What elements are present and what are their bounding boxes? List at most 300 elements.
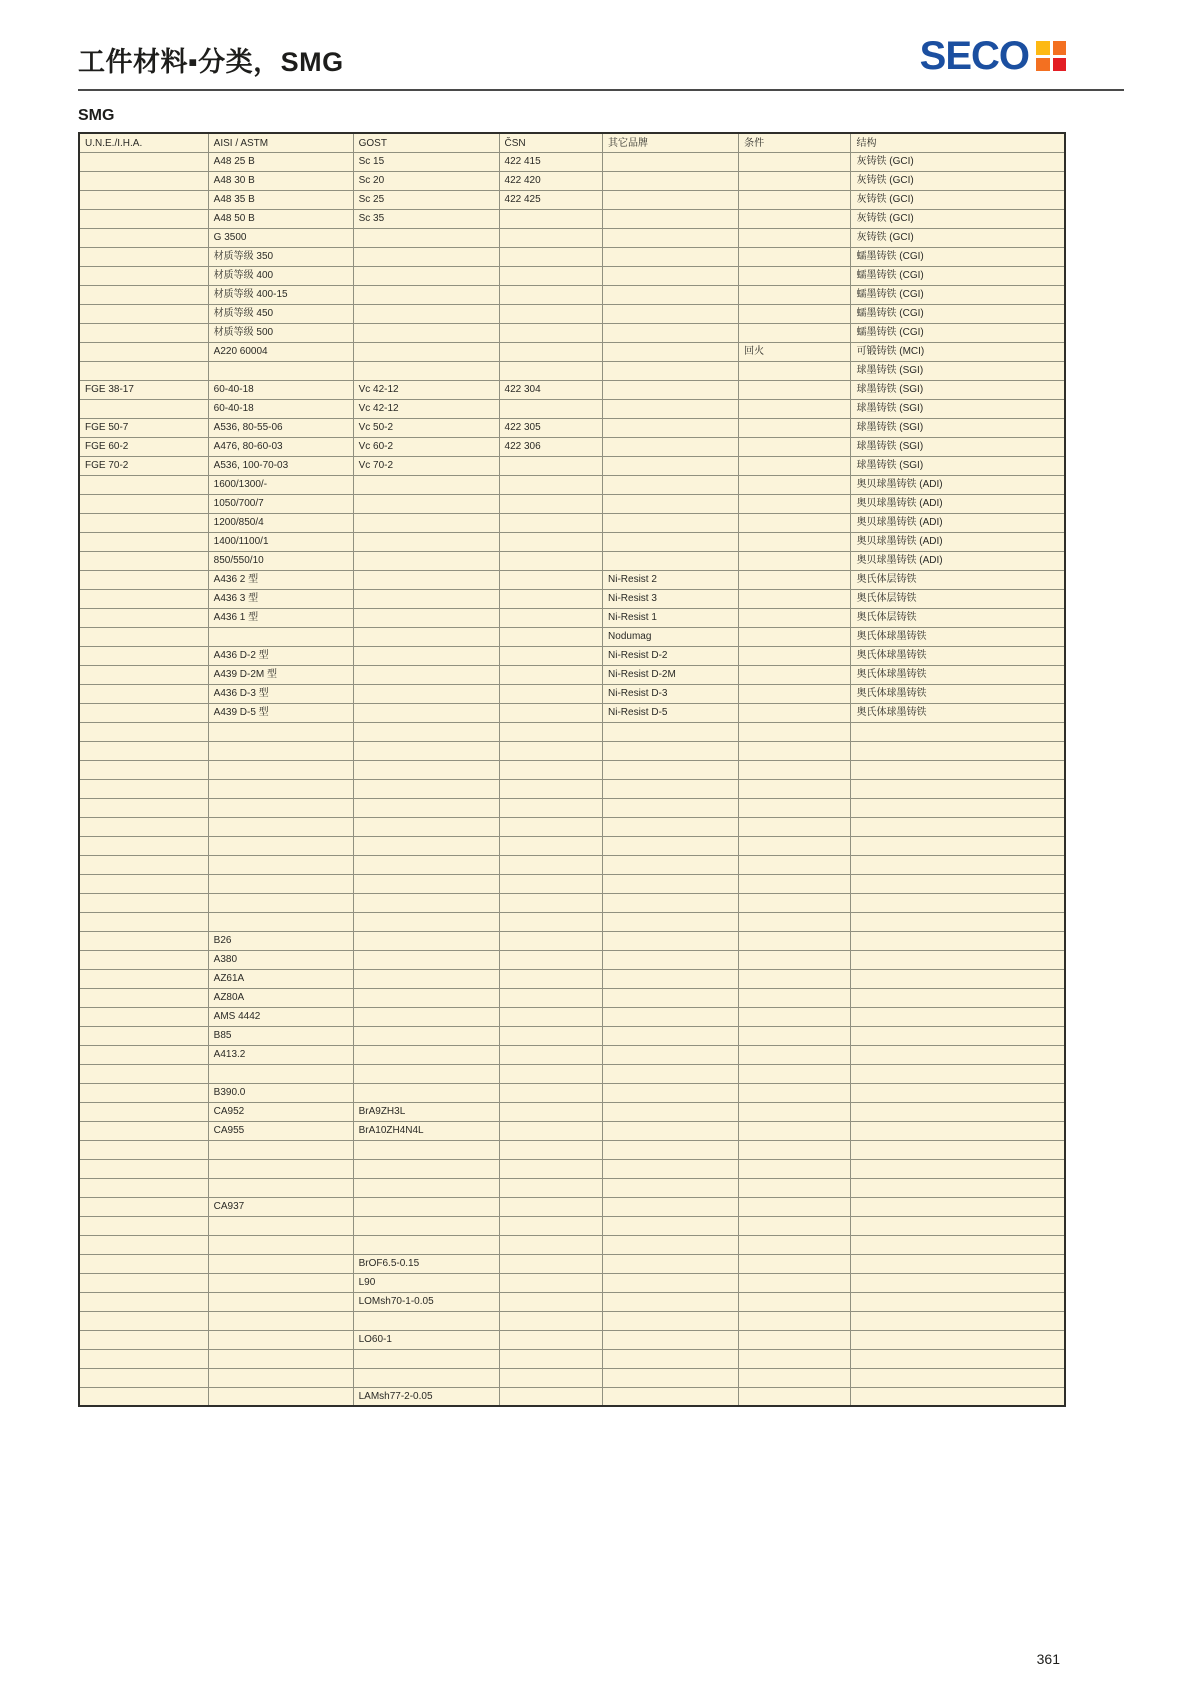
table-cell: 回火 [739, 342, 851, 361]
table-cell: 蠕墨铸铁 (CGI) [851, 285, 1065, 304]
table-cell: 蠕墨铸铁 (CGI) [851, 266, 1065, 285]
table-row [79, 1254, 1065, 1273]
table-cell: Ni-Resist D-3 [603, 684, 739, 703]
table-row [79, 399, 1065, 418]
table-row [79, 418, 1065, 437]
table-cell [79, 1045, 208, 1064]
table-cell [79, 1178, 208, 1197]
table-row [79, 152, 1065, 171]
table-cell [603, 418, 739, 437]
table-cell: 球墨铸铁 (SGI) [851, 437, 1065, 456]
table-row [79, 247, 1065, 266]
logo-square [1053, 41, 1067, 55]
table-row [79, 684, 1065, 703]
table-cell [851, 1235, 1065, 1254]
table-row [79, 209, 1065, 228]
table-row [79, 950, 1065, 969]
table-cell [353, 1007, 499, 1026]
table-row [79, 988, 1065, 1007]
table-cell [353, 1064, 499, 1083]
table-cell [739, 1387, 851, 1406]
table-cell [851, 1102, 1065, 1121]
table-cell [603, 1216, 739, 1235]
table-cell [79, 1121, 208, 1140]
table-cell [499, 1121, 603, 1140]
table-row [79, 1007, 1065, 1026]
table-cell [499, 1083, 603, 1102]
table-cell [208, 1235, 353, 1254]
table-cell [79, 1140, 208, 1159]
table-cell [739, 950, 851, 969]
table-cell: BrOF6.5-0.15 [353, 1254, 499, 1273]
column-header: 其它品牌 [603, 133, 739, 152]
table-cell [603, 1026, 739, 1045]
table-row [79, 437, 1065, 456]
table-cell [79, 494, 208, 513]
table-cell [603, 304, 739, 323]
table-row [79, 1064, 1065, 1083]
table-row [79, 304, 1065, 323]
table-cell [208, 1178, 353, 1197]
table-cell: A48 25 B [208, 152, 353, 171]
table-cell [739, 988, 851, 1007]
table-row [79, 1026, 1065, 1045]
table-cell: BrA9ZH3L [353, 1102, 499, 1121]
table-cell: A436 3 型 [208, 589, 353, 608]
table-cell [499, 969, 603, 988]
table-cell [851, 817, 1065, 836]
table-cell [499, 684, 603, 703]
table-cell: Vc 42-12 [353, 399, 499, 418]
table-cell: Vc 50-2 [353, 418, 499, 437]
table-cell [603, 950, 739, 969]
table-cell [79, 1064, 208, 1083]
table-cell: A439 D-2M 型 [208, 665, 353, 684]
table-cell: A48 35 B [208, 190, 353, 209]
table-cell [851, 1254, 1065, 1273]
table-cell [499, 342, 603, 361]
table-row [79, 1102, 1065, 1121]
table-cell [603, 760, 739, 779]
page-header [78, 32, 1124, 79]
table-cell [851, 798, 1065, 817]
table-cell [603, 247, 739, 266]
table-cell [851, 741, 1065, 760]
table-cell [739, 817, 851, 836]
table-cell: Sc 25 [353, 190, 499, 209]
table-cell: 球墨铸铁 (SGI) [851, 456, 1065, 475]
table-cell [499, 285, 603, 304]
table-cell [603, 893, 739, 912]
table-cell [739, 1311, 851, 1330]
table-cell: AMS 4442 [208, 1007, 353, 1026]
table-row [79, 456, 1065, 475]
table-cell [739, 1121, 851, 1140]
table-cell [603, 190, 739, 209]
table-cell [851, 1216, 1065, 1235]
table-cell [603, 1159, 739, 1178]
table-row [79, 513, 1065, 532]
table-cell [79, 874, 208, 893]
table-cell [499, 1235, 603, 1254]
table-cell [739, 665, 851, 684]
table-cell [603, 912, 739, 931]
table-cell [208, 1216, 353, 1235]
table-cell [739, 760, 851, 779]
table-cell [603, 741, 739, 760]
table-cell [499, 1197, 603, 1216]
table-cell [739, 570, 851, 589]
table-cell [603, 1178, 739, 1197]
table-cell [603, 931, 739, 950]
table-cell [79, 228, 208, 247]
table-cell [353, 247, 499, 266]
table-row [79, 1235, 1065, 1254]
table-cell [603, 228, 739, 247]
table-cell [739, 1330, 851, 1349]
table-cell [603, 1311, 739, 1330]
smg-table [78, 132, 1066, 1407]
table-cell: 1050/700/7 [208, 494, 353, 513]
table-cell: 422 415 [499, 152, 603, 171]
table-cell [739, 247, 851, 266]
table-cell [79, 190, 208, 209]
table-cell: Ni-Resist D-2M [603, 665, 739, 684]
table-cell: 蠕墨铸铁 (CGI) [851, 323, 1065, 342]
table-cell [79, 1102, 208, 1121]
table-row [79, 760, 1065, 779]
logo-square [1036, 58, 1050, 72]
table-cell [851, 1368, 1065, 1387]
table-row [79, 570, 1065, 589]
table-cell [208, 722, 353, 741]
table-cell [353, 931, 499, 950]
table-cell [79, 551, 208, 570]
table-cell [851, 1387, 1065, 1406]
table-cell [603, 209, 739, 228]
table-cell [739, 1064, 851, 1083]
table-row [79, 228, 1065, 247]
table-cell: LOMsh70-1-0.05 [353, 1292, 499, 1311]
table-cell [79, 912, 208, 931]
table-cell [79, 817, 208, 836]
table-cell [603, 798, 739, 817]
table-cell [739, 1349, 851, 1368]
table-cell [499, 1064, 603, 1083]
table-cell [79, 399, 208, 418]
table-cell [851, 950, 1065, 969]
table-cell [79, 1349, 208, 1368]
table-cell: Ni-Resist 1 [603, 608, 739, 627]
table-cell: 材质等级 400 [208, 266, 353, 285]
table-cell [79, 893, 208, 912]
table-cell [353, 798, 499, 817]
table-cell [353, 950, 499, 969]
page-content [78, 32, 1124, 1407]
table-cell: FGE 60-2 [79, 437, 208, 456]
table-cell [499, 703, 603, 722]
table-cell [499, 646, 603, 665]
table-cell [739, 1368, 851, 1387]
table-cell [499, 836, 603, 855]
table-cell [353, 323, 499, 342]
table-cell [353, 912, 499, 931]
table-cell: Vc 70-2 [353, 456, 499, 475]
table-cell [208, 741, 353, 760]
table-cell [499, 893, 603, 912]
table-cell [353, 1045, 499, 1064]
table-cell [603, 342, 739, 361]
column-header: 条件 [739, 133, 851, 152]
table-cell [603, 323, 739, 342]
table-row [79, 741, 1065, 760]
table-cell: A536, 80-55-06 [208, 418, 353, 437]
table-cell: A536, 100-70-03 [208, 456, 353, 475]
table-cell [79, 342, 208, 361]
header-divider [78, 89, 1124, 91]
table-row [79, 361, 1065, 380]
table-cell [739, 627, 851, 646]
table-cell [353, 266, 499, 285]
table-cell [353, 1026, 499, 1045]
table-cell: Sc 35 [353, 209, 499, 228]
table-cell [851, 912, 1065, 931]
table-cell [499, 456, 603, 475]
table-cell: 材质等级 500 [208, 323, 353, 342]
table-cell [739, 646, 851, 665]
logo-square [1053, 58, 1067, 72]
table-cell [739, 1292, 851, 1311]
page-number: 361 [1036, 1651, 1060, 1667]
table-cell [208, 798, 353, 817]
table-cell [851, 1197, 1065, 1216]
table-cell [851, 722, 1065, 741]
table-cell [603, 874, 739, 893]
table-cell: 蠕墨铸铁 (CGI) [851, 304, 1065, 323]
table-row [79, 190, 1065, 209]
table-cell [79, 209, 208, 228]
table-cell [353, 228, 499, 247]
table-cell [353, 570, 499, 589]
table-cell [603, 513, 739, 532]
table-cell [208, 1140, 353, 1159]
table-cell [739, 931, 851, 950]
table-cell [603, 171, 739, 190]
table-cell [603, 1254, 739, 1273]
table-cell [851, 1159, 1065, 1178]
table-cell: LAMsh77-2-0.05 [353, 1387, 499, 1406]
table-cell [353, 285, 499, 304]
table-cell: 奥氏体球墨铸铁 [851, 627, 1065, 646]
table-cell [739, 855, 851, 874]
table-row [79, 532, 1065, 551]
table-cell [739, 1216, 851, 1235]
table-cell: 球墨铸铁 (SGI) [851, 361, 1065, 380]
table-cell [603, 1349, 739, 1368]
table-cell [739, 494, 851, 513]
table-cell: 1200/850/4 [208, 513, 353, 532]
table-row [79, 323, 1065, 342]
table-cell [851, 1083, 1065, 1102]
table-cell [499, 722, 603, 741]
table-cell [79, 931, 208, 950]
table-cell [603, 1121, 739, 1140]
table-cell [79, 836, 208, 855]
table-cell [851, 1064, 1065, 1083]
table-cell [739, 304, 851, 323]
table-cell: FGE 70-2 [79, 456, 208, 475]
table-cell [499, 304, 603, 323]
table-row [79, 1121, 1065, 1140]
table-cell [603, 361, 739, 380]
table-cell [739, 893, 851, 912]
table-cell [603, 1368, 739, 1387]
table-cell: 蠕墨铸铁 (CGI) [851, 247, 1065, 266]
table-cell [208, 893, 353, 912]
table-cell [79, 969, 208, 988]
table-cell [353, 532, 499, 551]
table-cell: 奥氏体球墨铸铁 [851, 665, 1065, 684]
table-cell [353, 722, 499, 741]
table-cell [499, 760, 603, 779]
table-cell [603, 1197, 739, 1216]
column-header: GOST [353, 133, 499, 152]
table-cell [353, 703, 499, 722]
table-row [79, 1292, 1065, 1311]
table-cell [79, 1254, 208, 1273]
table-cell [353, 1140, 499, 1159]
table-cell: A48 50 B [208, 209, 353, 228]
table-cell [739, 532, 851, 551]
table-cell [739, 1159, 851, 1178]
table-cell: 422 420 [499, 171, 603, 190]
table-cell [499, 266, 603, 285]
table-cell [603, 988, 739, 1007]
table-cell: LO60-1 [353, 1330, 499, 1349]
table-cell [208, 1292, 353, 1311]
table-cell [353, 1178, 499, 1197]
table-cell [739, 228, 851, 247]
table-cell [208, 817, 353, 836]
table-cell [353, 893, 499, 912]
table-cell: 灰铸铁 (GCI) [851, 171, 1065, 190]
table-cell [739, 285, 851, 304]
table-cell: 奥氏体球墨铸铁 [851, 684, 1065, 703]
table-cell [603, 399, 739, 418]
table-cell [208, 1330, 353, 1349]
table-cell [79, 532, 208, 551]
table-cell: AZ80A [208, 988, 353, 1007]
table-row [79, 1159, 1065, 1178]
table-cell [851, 969, 1065, 988]
table-cell [739, 1178, 851, 1197]
table-cell [851, 1292, 1065, 1311]
table-cell: 球墨铸铁 (SGI) [851, 399, 1065, 418]
table-cell [603, 1102, 739, 1121]
table-cell: BrA10ZH4N4L [353, 1121, 499, 1140]
table-cell: 60-40-18 [208, 399, 353, 418]
table-cell: 60-40-18 [208, 380, 353, 399]
table-cell [499, 1349, 603, 1368]
table-cell [499, 513, 603, 532]
table-cell: CA955 [208, 1121, 353, 1140]
table-cell [739, 399, 851, 418]
column-header: U.N.E./I.H.A. [79, 133, 208, 152]
table-cell [79, 1387, 208, 1406]
table-cell [208, 779, 353, 798]
table-cell [851, 874, 1065, 893]
table-cell: AZ61A [208, 969, 353, 988]
table-row [79, 646, 1065, 665]
table-cell [739, 323, 851, 342]
table-cell [603, 1292, 739, 1311]
table-cell [499, 494, 603, 513]
brand-wordmark: SECO [919, 34, 1029, 78]
table-cell: 可锻铸铁 (MCI) [851, 342, 1065, 361]
table-cell: B26 [208, 931, 353, 950]
table-cell [353, 513, 499, 532]
table-row [79, 855, 1065, 874]
table-cell [79, 1007, 208, 1026]
table-cell: 422 304 [499, 380, 603, 399]
table-cell [499, 1178, 603, 1197]
table-cell [79, 1026, 208, 1045]
table-cell [79, 247, 208, 266]
table-cell [739, 836, 851, 855]
table-cell: 材质等级 450 [208, 304, 353, 323]
table-cell: 奥氏体层铸铁 [851, 608, 1065, 627]
table-cell [79, 760, 208, 779]
table-cell [208, 1273, 353, 1292]
table-cell [79, 988, 208, 1007]
table-cell [208, 627, 353, 646]
table-cell: 奥氏体球墨铸铁 [851, 703, 1065, 722]
table-cell [79, 152, 208, 171]
table-cell [208, 1387, 353, 1406]
table-cell: A436 1 型 [208, 608, 353, 627]
table-cell [739, 741, 851, 760]
table-cell: A436 D-2 型 [208, 646, 353, 665]
table-cell: 422 306 [499, 437, 603, 456]
table-cell [499, 1368, 603, 1387]
table-cell [353, 1216, 499, 1235]
table-cell [499, 323, 603, 342]
table-cell [499, 1026, 603, 1045]
table-cell [79, 589, 208, 608]
table-row [79, 969, 1065, 988]
table-cell [851, 893, 1065, 912]
table-cell [353, 475, 499, 494]
table-cell [79, 513, 208, 532]
table-cell: 奥贝球墨铸铁 (ADI) [851, 475, 1065, 494]
table-row [79, 608, 1065, 627]
table-cell [499, 1216, 603, 1235]
table-cell [353, 684, 499, 703]
table-cell: FGE 38-17 [79, 380, 208, 399]
table-cell: 奥氏体球墨铸铁 [851, 646, 1065, 665]
table-cell [353, 988, 499, 1007]
table-cell [739, 1254, 851, 1273]
table-row [79, 798, 1065, 817]
table-cell [499, 532, 603, 551]
table-cell: 奥贝球墨铸铁 (ADI) [851, 494, 1065, 513]
table-cell [353, 741, 499, 760]
table-row [79, 551, 1065, 570]
table-cell [603, 779, 739, 798]
table-cell [739, 209, 851, 228]
table-cell [739, 912, 851, 931]
table-cell [499, 361, 603, 380]
